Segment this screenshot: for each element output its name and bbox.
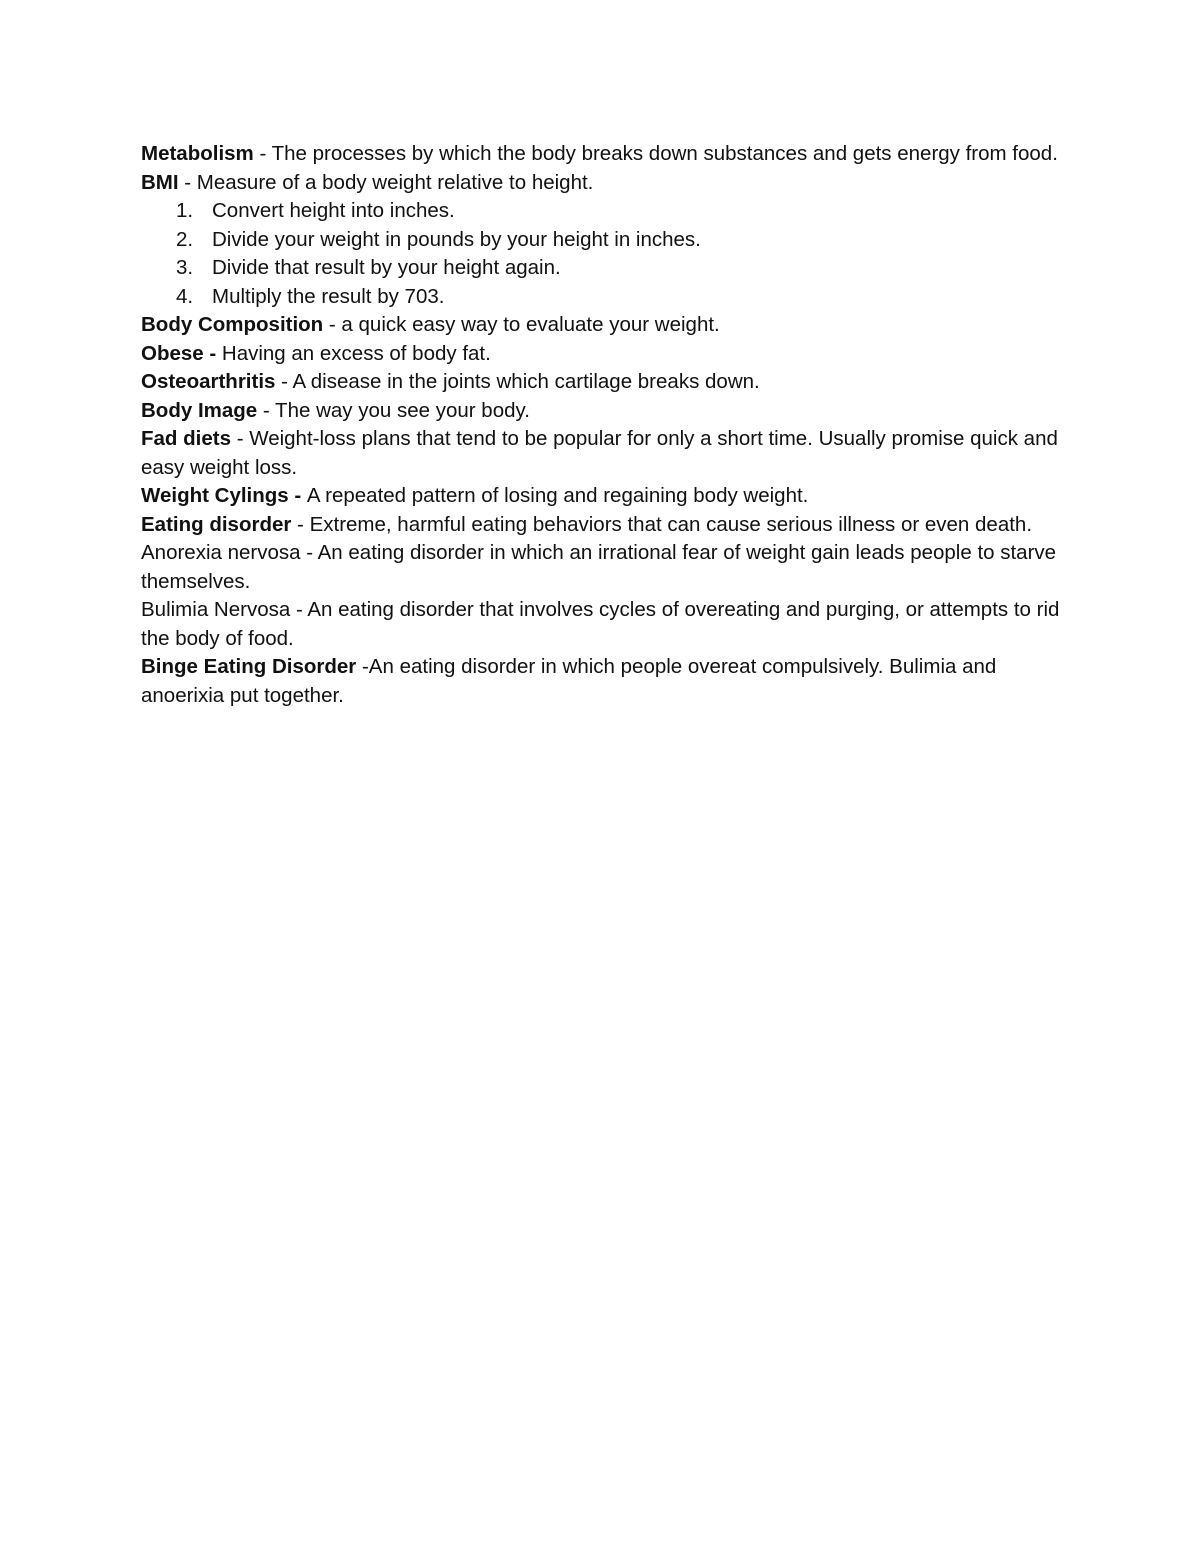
definition-obese: [141, 340, 1061, 369]
term-label: Binge Eating Disorder: [141, 655, 357, 678]
definition-weight-cylings: [141, 482, 1061, 511]
definition-binge-eating-disorder: [141, 653, 1061, 710]
list-number: 1.: [176, 199, 194, 222]
definition-text: - The processes by which the body breaks down substances and gets energy from food.: [253, 142, 1058, 165]
list-item: [141, 197, 1061, 226]
document-body: [141, 140, 1061, 710]
definition-text: Bulimia Nervosa - An eating disorder that involves cycles of overeating and purging, or attempts to rid the body of food.: [141, 598, 1060, 650]
list-number: 2.: [176, 227, 194, 251]
term-label: Eating disorder: [141, 512, 292, 536]
term-label: BMI: [141, 170, 179, 194]
definition-text: A repeated pattern of losing and regaining body weight.: [306, 484, 809, 507]
definition-body-composition: [141, 311, 1061, 340]
definition-text: - A disease in the joints which cartilage breaks down.: [275, 370, 760, 393]
list-item: [141, 283, 1061, 312]
list-item-text: Divide that result by your height again.: [212, 256, 561, 279]
list-number: 3.: [176, 256, 194, 279]
definition-eating-disorder: [141, 511, 1061, 540]
term-label: Osteoarthritis: [141, 370, 276, 393]
definition-fad-diets: [141, 425, 1061, 482]
definition-text: - Extreme, harmful eating behaviors that can cause serious illness or even death.: [291, 512, 1033, 536]
list-item: [141, 254, 1061, 283]
bmi-steps-list: [141, 197, 1061, 311]
definition-text: - Measure of a body weight relative to height.: [178, 170, 594, 194]
list-item-text: Convert height into inches.: [212, 199, 455, 222]
definition-text: -An eating disorder in which people overeat compulsively. Bulimia and anoerixia put together.: [141, 655, 997, 707]
term-label: Weight Cylings -: [141, 484, 307, 507]
list-item-text: Divide your weight in pounds by your height in inches.: [212, 227, 701, 251]
definition-text: Anorexia nervosa - An eating disorder in which an irrational fear of weight gain leads people to starve themselves.: [141, 541, 1057, 593]
definition-metabolism: [141, 140, 1061, 169]
definition-bulimia-nervosa: [141, 596, 1061, 653]
definition-anorexia-nervosa: [141, 539, 1061, 596]
list-item-text: Multiply the result by 703.: [212, 284, 445, 308]
term-label: Metabolism: [141, 142, 254, 165]
definition-osteoarthritis: [141, 368, 1061, 397]
definition-text: - Weight-loss plans that tend to be popular for only a short time. Usually promise quick and easy weight loss.: [141, 427, 1058, 479]
term-label: Body Image: [141, 398, 258, 422]
definition-text: - The way you see your body.: [257, 398, 530, 422]
list-number: 4.: [176, 284, 194, 308]
definition-body-image: [141, 397, 1061, 426]
definition-bmi: [141, 169, 1061, 198]
definition-text: Having an excess of body fat.: [221, 341, 491, 365]
list-item: [141, 226, 1061, 255]
term-label: Obese -: [141, 341, 222, 365]
definition-text: - a quick easy way to evaluate your weight.: [323, 313, 720, 336]
term-label: Fad diets: [141, 427, 231, 450]
term-label: Body Composition: [141, 313, 324, 336]
